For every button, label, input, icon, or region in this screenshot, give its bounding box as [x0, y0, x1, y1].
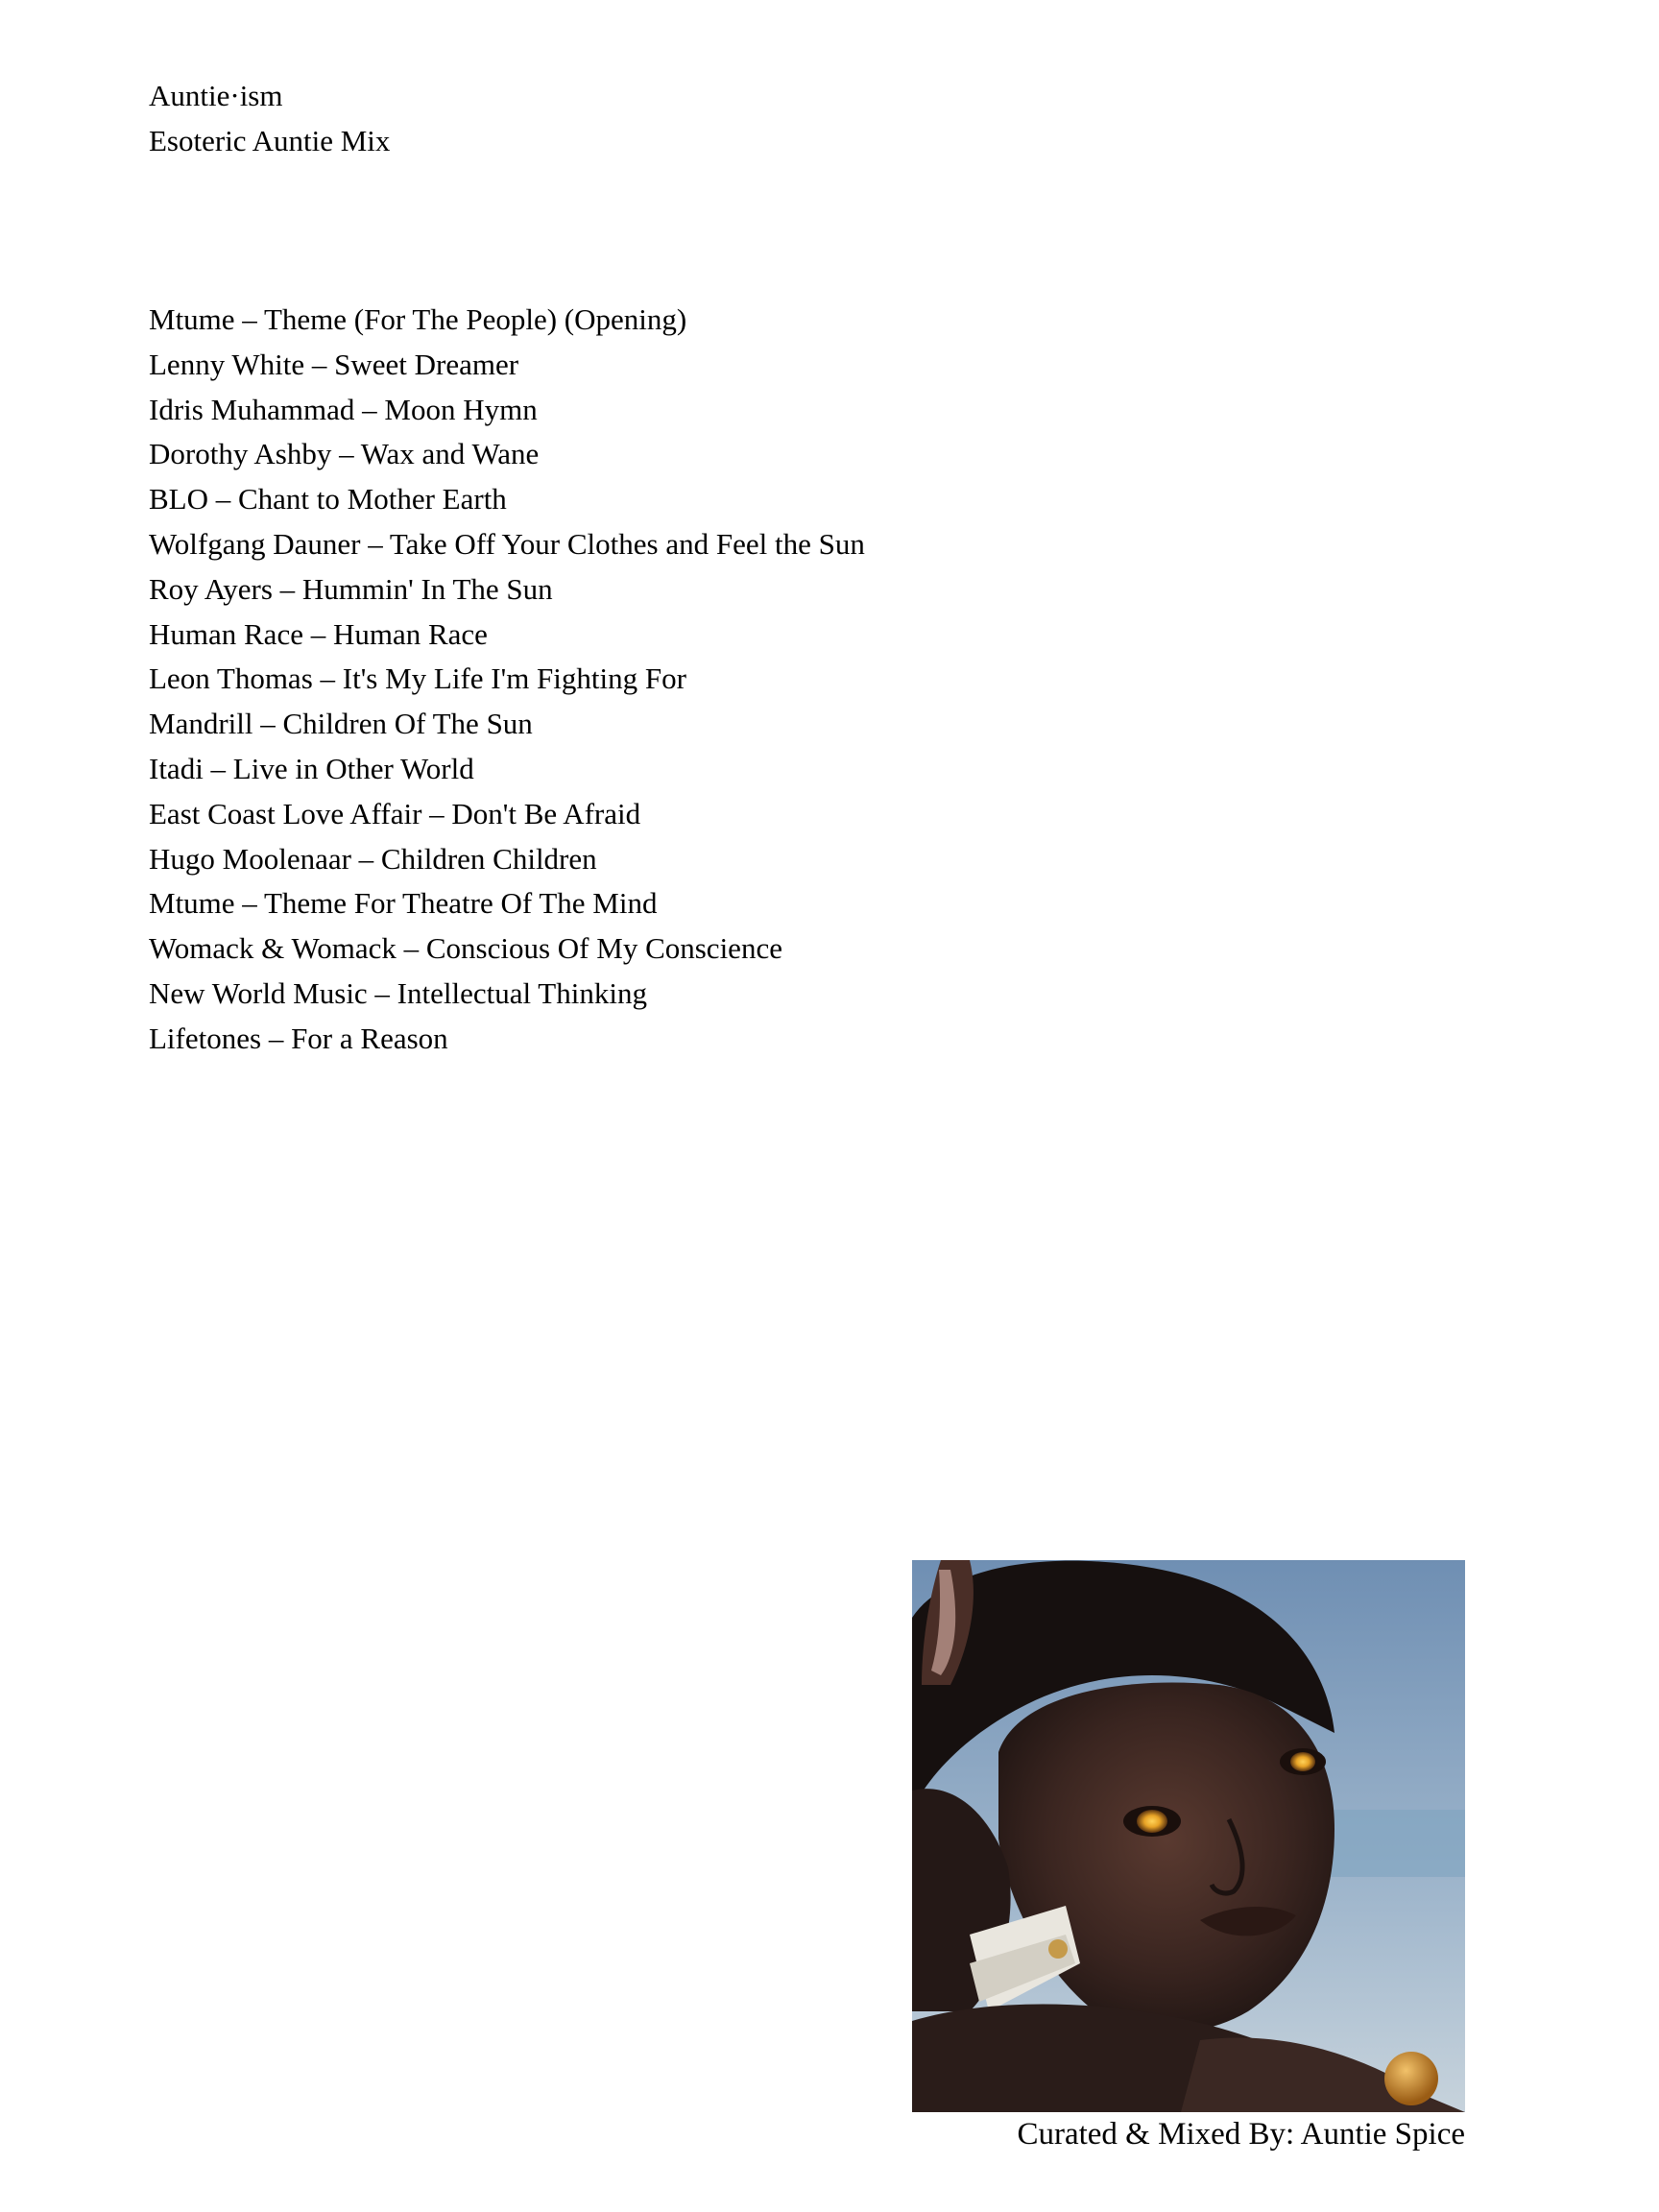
track-item: BLO – Chant to Mother Earth [149, 482, 507, 517]
track-item: Itadi – Live in Other World [149, 751, 474, 785]
page-subtitle: Esoteric Auntie Mix [149, 124, 391, 157]
track-item: Idris Muhammad – Moon Hymn [149, 392, 538, 426]
track-item: Lifetones – For a Reason [149, 1021, 448, 1055]
tracklist [149, 298, 865, 1062]
track-item: Lenny White – Sweet Dreamer [149, 347, 519, 381]
track-item: Womack & Womack – Conscious Of My Conscience [149, 931, 782, 966]
track-item: Roy Ayers – Hummin' In The Sun [149, 571, 553, 606]
track-item: Hugo Moolenaar – Children Children [149, 841, 597, 876]
track-item: New World Music – Intellectual Thinking [149, 975, 647, 1010]
track-item: Wolfgang Dauner – Take Off Your Clothes and Feel the Sun [149, 526, 865, 561]
header [149, 73, 390, 163]
portrait-illustration [912, 1560, 1465, 2112]
cover-photo [912, 1560, 1465, 2112]
track-item: Human Race – Human Race [149, 616, 488, 651]
track-item: Dorothy Ashby – Wax and Wane [149, 437, 540, 471]
track-item: Mtume – Theme (For The People) (Opening) [149, 302, 687, 336]
track-item: East Coast Love Affair – Don't Be Afraid [149, 796, 641, 830]
page-title: Auntie·ism [149, 79, 283, 112]
track-item: Leon Thomas – It's My Life I'm Fighting For [149, 661, 686, 696]
track-item: Mtume – Theme For Theatre Of The Mind [149, 886, 658, 921]
credit-line: Curated & Mixed By: Auntie Spice [1017, 2117, 1465, 2152]
track-item: Mandrill – Children Of The Sun [149, 707, 533, 741]
